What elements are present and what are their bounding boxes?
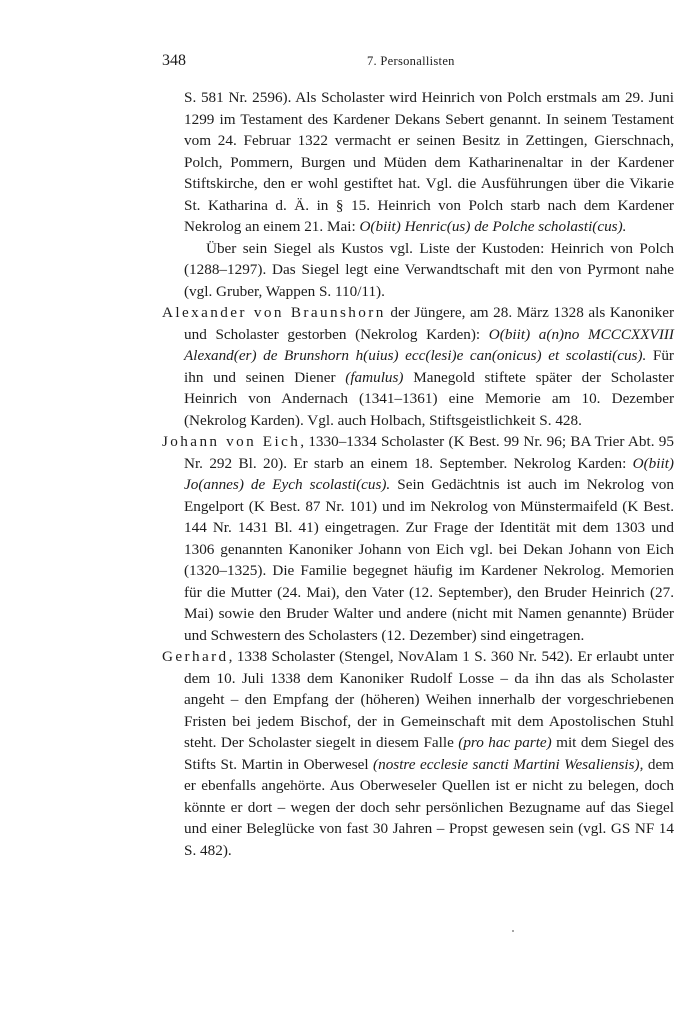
gerhard-text-3: , dem er ebenfalls angehörte. Aus Oberweseler Quellen ist er nicht zu belegen, doch könnte er dort – wegen der doch sehr persönlichen Bezugname auf das Siegel und einer Beleglücke von fast 30 Jahren – Propst gewesen sein (vgl. GS NF 14 S. 482). [184, 755, 674, 859]
paragraph-polch-continuation [162, 87, 674, 238]
johann-text-1: , 1330–1334 Scholaster (K Best. 99 Nr. 96; BA Trier Abt. 95 Nr. 292 Bl. 20). Er starb an einem 18. September. Nekrolog Karden: [184, 433, 674, 472]
entry-name-gerhard: Gerhard [162, 648, 229, 665]
alexander-text-1: der Jüngere, am 28. März 1328 als Kanoniker und Scholaster gestorben (Nekrolog Karden): [184, 304, 674, 343]
polch-necrology-quote: O(biit) Henric(us) de Polche scholasti(cus). [359, 218, 627, 235]
page-number: 348 [162, 52, 186, 69]
alexander-text-3: Manegold stiftete später der Scholaster Heinrich von Andernach (1341–1361) eine Memorie am 10. Dezember (Nekrolog Karden). Vgl. auch Holbach, Stiftsgeistlichkeit S. 428. [184, 368, 675, 429]
johann-text-2: Sein Gedächtnis ist auch im Nekrolog von Engelport (K Best. 87 Nr. 101) und im Nekrolog von Münstermaifeld (K Best. 144 Nr. 1431 Bl. 41) eingetragen. Zur Frage der Identität mit dem 1303 und 1306 genannten Kanoniker Johann von Eich vgl. bei Dekan Johann von Eich (1320–1325). Die Familie begegnet häufig im Kardener Nekrolog. Memorien für die Mutter (24. Mai), den Vater (12. September), den Bruder Heinrich (27. Mai) sowie den Bruder Walter und andere (nicht mit Namen genannte) Brüder und Schwestern des Scholasters (12. Dezember) sind eingetragen. [184, 476, 674, 644]
running-title: 7. Personallisten [367, 54, 455, 68]
gerhard-quote-nostre-ecclesie: (nostre ecclesie sancti Martini Wesaliensis) [373, 755, 640, 773]
entry-alexander [162, 302, 674, 431]
paragraph-polch-seal [162, 238, 674, 303]
gerhard-text-1: , 1338 Scholaster (Stengel, NovAlam 1 S. 360 Nr. 542). Er erlaubt unter dem 10. Juli 1338 dem Kanoniker Rudolf Losse – da ihn das als Scholaster angeht – den Empfang der (höheren) Weihen innerhalb der vorgeschriebenen Fristen bei jedem Bischof, der in Gemeinschaft mit dem Apostolischen Stuhl steht. Der Scholaster siegelt in diesem Falle [184, 648, 674, 751]
entry-name-johann: Johann von Eich [162, 433, 301, 450]
polch-seal-text: Über sein Siegel als Kustos vgl. Liste der Kustoden: Heinrich von Polch (1288–1297). Das Siegel legt eine Verwandtschaft mit den von Pyrmont nahe (vgl. Gruber, Wappen S. 110/11). [184, 239, 674, 300]
johann-necrology-quote: O(biit) Jo(annes) de Eych scolasti(cus). [184, 454, 674, 493]
alexander-text-2: Für ihn und seinen Diener [184, 347, 674, 386]
scan-speck [512, 930, 514, 932]
polch-text: S. 581 Nr. 2596). Als Scholaster wird Heinrich von Polch erstmals am 29. Juni 1299 im Testament des Kardener Dekans Sebert genannt. In seinem Testament vom 24. Februar 1322 vermacht er seinen Besitz in Zettingen, Gierschnach, Polch, Pommern, Burgen und Müden dem Katharinenaltar in der Kardener Stiftskirche, den er wohl gestiftet hat. Vgl. die Ausführungen über die Vikarie St. Katharina d. Ä. in § 15. Heinrich von Polch starb nach dem Kardener Nekrolog an einem 21. Mai: [184, 89, 674, 235]
alexander-necrology-quote: O(biit) a(n)no MCCCXXVIII Alexand(er) de Brunshorn h(uius) ecc(lesi)e can(onicus) et scolasti(cus). [184, 325, 674, 364]
entry-johann [162, 431, 674, 646]
entry-name-alexander: Alexander von Braunshorn [162, 304, 386, 321]
entry-gerhard [162, 646, 674, 861]
alexander-famulus: (famulus) [345, 368, 404, 386]
text-body [162, 87, 674, 861]
page-header [162, 52, 674, 74]
gerhard-text-2: mit dem Siegel des Stifts St. Martin in Oberwesel [184, 734, 674, 773]
gerhard-quote-pro-hac-parte: (pro hac parte) [458, 734, 552, 751]
